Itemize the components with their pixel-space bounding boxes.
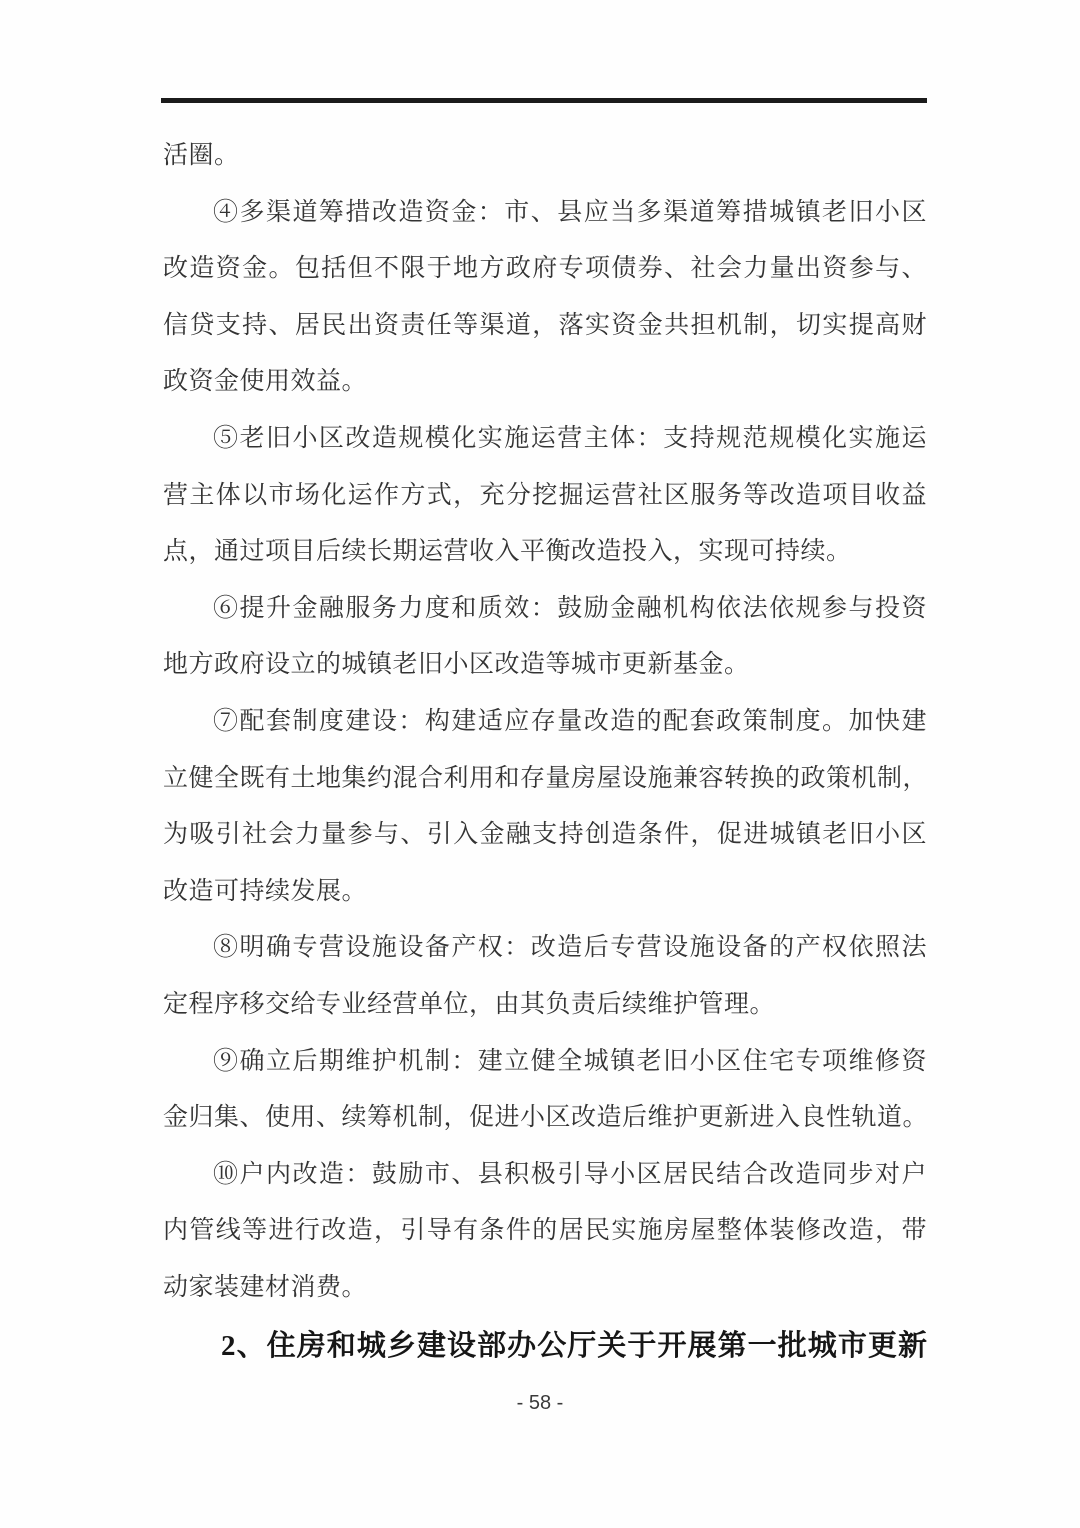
text-line: ⑩户内改造：鼓励市、县积极引导小区居民结合改造同步对户 [213, 1160, 927, 1188]
text-line: ⑧明确专营设施设备产权：改造后专营设施设备的产权依照法 [213, 934, 927, 962]
text-line: 点，通过项目后续长期运营收入平衡改造投入，实现可持续。 [163, 538, 852, 566]
text-line: 活圈。 [163, 142, 240, 169]
page-number: - 58 - [516, 1392, 564, 1414]
text-line: 地方政府设立的城镇老旧小区改造等城市更新基金。 [163, 651, 750, 679]
text-line: 内管线等进行改造，引导有条件的居民实施房屋整体装修改造，带 [163, 1217, 927, 1245]
text-line: ⑦配套制度建设：构建适应存量改造的配套政策制度。加快建 [213, 707, 927, 735]
document-body [163, 128, 927, 1375]
text-line: 为吸引社会力量参与、引入金融支持创造条件，促进城镇老旧小区 [163, 821, 927, 849]
text-line: 改造资金。包括但不限于地方政府专项债券、社会力量出资参与、 [163, 255, 927, 283]
header-rule [161, 98, 927, 103]
text-line: ⑥提升金融服务力度和质效：鼓励金融机构依法依规参与投资 [213, 594, 927, 622]
text-line: 定程序移交给专业经营单位，由其负责后续维护管理。 [163, 990, 776, 1018]
text-line: 营主体以市场化运作方式，充分挖掘运营社区服务等改造项目收益 [163, 481, 927, 509]
text-line: 立健全既有土地集约混合利用和存量房屋设施兼容转换的政策机制， [163, 764, 929, 792]
text-line: 动家装建材消费。 [163, 1273, 368, 1301]
section-heading: 2、住房和城乡建设部办公厅关于开展第一批城市更新 [221, 1330, 927, 1363]
text-line: ④多渠道筹措改造资金：市、县应当多渠道筹措城镇老旧小区 [213, 198, 927, 226]
text-line: ⑤老旧小区改造规模化实施运营主体：支持规范规模化实施运 [213, 424, 927, 452]
text-line: 政资金使用效益。 [163, 368, 368, 396]
text-line: ⑨确立后期维护机制：建立健全城镇老旧小区住宅专项维修资 [213, 1047, 927, 1075]
text-line: 改造可持续发展。 [163, 877, 368, 905]
paragraph-lines-container [163, 128, 927, 1316]
text-line: 信贷支持、居民出资责任等渠道，落实资金共担机制，切实提高财 [163, 311, 927, 339]
text-line: 金归集、使用、续筹机制，促进小区改造后维护更新进入良性轨道。 [163, 1104, 929, 1132]
